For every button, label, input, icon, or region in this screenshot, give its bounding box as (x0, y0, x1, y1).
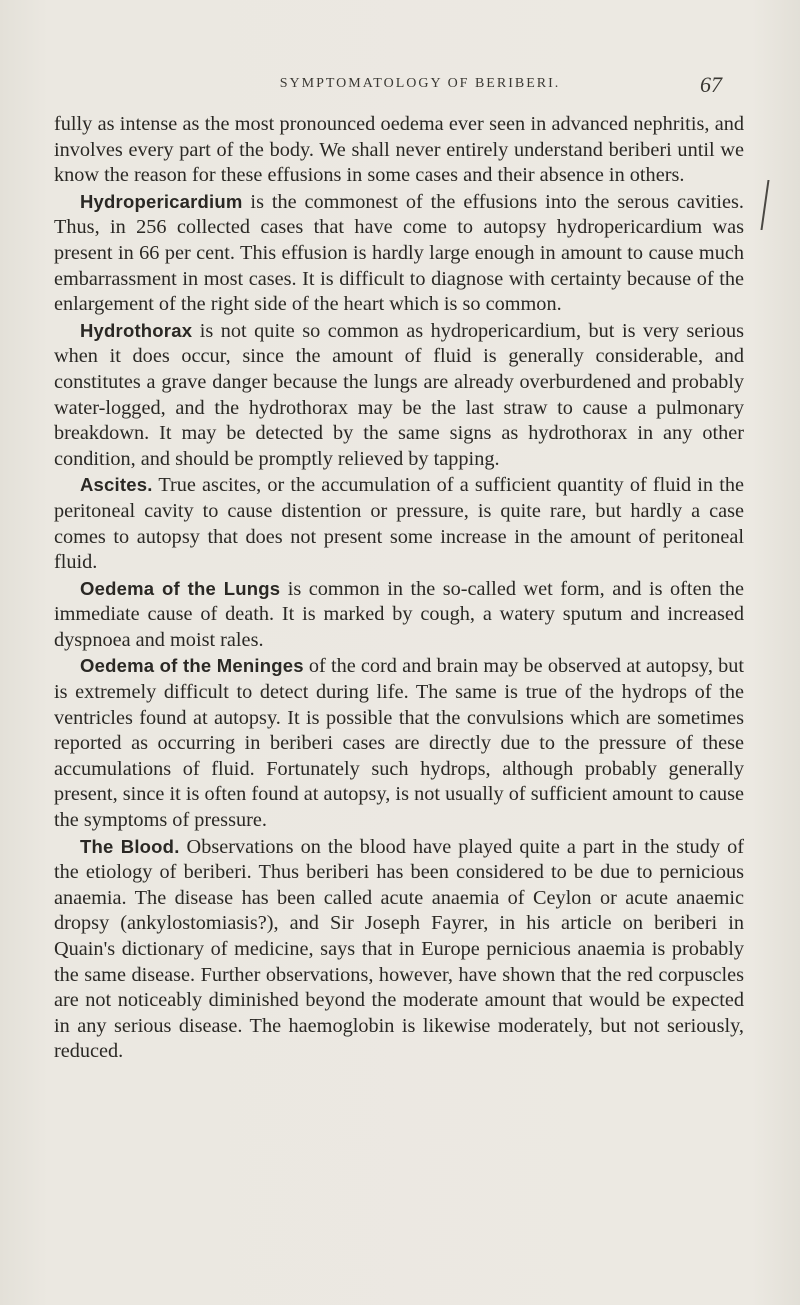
section-heading: Oedema of the Lungs (80, 577, 281, 599)
paragraph-text: of the cord and brain may be observed at autopsy, but is extremely difficult to detect during life. The same is true of the hydrops of the ventricles found at autopsy. It is possible that the convulsions which are sometimes reported as occurring in beriberi cases are directly due to the pressure of these accumulations of fluid. Fortunately such hydrops, although probably generally present, since it is often found at autopsy, is not usually of sufficient amount to cause the symptoms of pressure. (54, 655, 744, 832)
margin-pencil-mark (760, 180, 773, 230)
paragraph-text: True ascites, or the accumulation of a sufficient quantity of fluid in the peritoneal cavity to cause distention or pressure, is quite rare, but hardly a case comes to autopsy that does not present some increase in the amount of peritoneal fluid. (54, 474, 744, 574)
paragraph-text: is not quite so common as hydropericardium, but is very serious when it does occur, since the amount of fluid is generally considerable, and constitutes a grave danger because the lungs are already overburdened and probably water-logged, and the hydrothorax may be the last straw to cause a pulmonary breakdown. It may be detected by the same signs as hydrothorax in any other condition, and should be promptly relieved by tapping. (54, 319, 744, 470)
paragraph-hydropericardium (54, 189, 744, 318)
paragraph-ascites (54, 472, 744, 575)
section-heading: Hydrothorax (80, 319, 193, 341)
paragraph-text: Observations on the blood have played quite a part in the study of the etiology of beriberi. Thus beriberi has been considered to be due to pernicious anaemia. The disease has been called acute anaemia of Ceylon or acute anaemic dropsy (ankylostomiasis?), and Sir Joseph Fayrer, in his article on beriberi in Quain's dictionary of medicine, says that in Europe pernicious anaemia is probably the same disease. Further observations, however, have shown that the red corpuscles are not noticeably diminished beyond the moderate amount that would be expected in any serious disease. The haemoglobin is likewise moderately, but not seriously, reduced. (54, 835, 744, 1063)
paragraph-text: is the commonest of the effusions into the serous cavities. Thus, in 256 collected cases that have come to autopsy hydropericardium was present in 66 per cent. This effusion is hardly large enough in amount to cause much embarrassment in most cases. It is difficult to diagnose with certainty because of the enlargement of the right side of the heart which is so common. (54, 190, 744, 316)
paragraph-text: is common in the so-called wet form, and is often the immediate cause of death. It is marked by cough, a watery sputum and increased dyspnoea and moist rales. (54, 577, 744, 651)
section-heading: Ascites. (80, 474, 153, 496)
paragraph-continuation (54, 112, 744, 189)
running-head-title: SYMPTOMATOLOGY OF BERIBERI. (279, 76, 561, 91)
section-heading: Hydropericardium (80, 190, 243, 212)
body-text (54, 112, 744, 1065)
section-heading: The Blood. (80, 835, 180, 857)
paragraph-oedema-lungs (54, 576, 744, 654)
running-head (0, 76, 800, 92)
paragraph-blood (54, 834, 744, 1065)
paragraph-text: fully as intense as the most pronounced oedema ever seen in advanced nephritis, and involves every part of the body. We shall never entirely understand beriberi until we know the reason for these effusions in some cases and their absence in others. (54, 113, 744, 187)
paragraph-oedema-meninges (54, 653, 744, 833)
paragraph-hydrothorax (54, 318, 744, 473)
section-heading: Oedema of the Meninges (80, 655, 304, 677)
page-number: 67 (700, 72, 722, 97)
